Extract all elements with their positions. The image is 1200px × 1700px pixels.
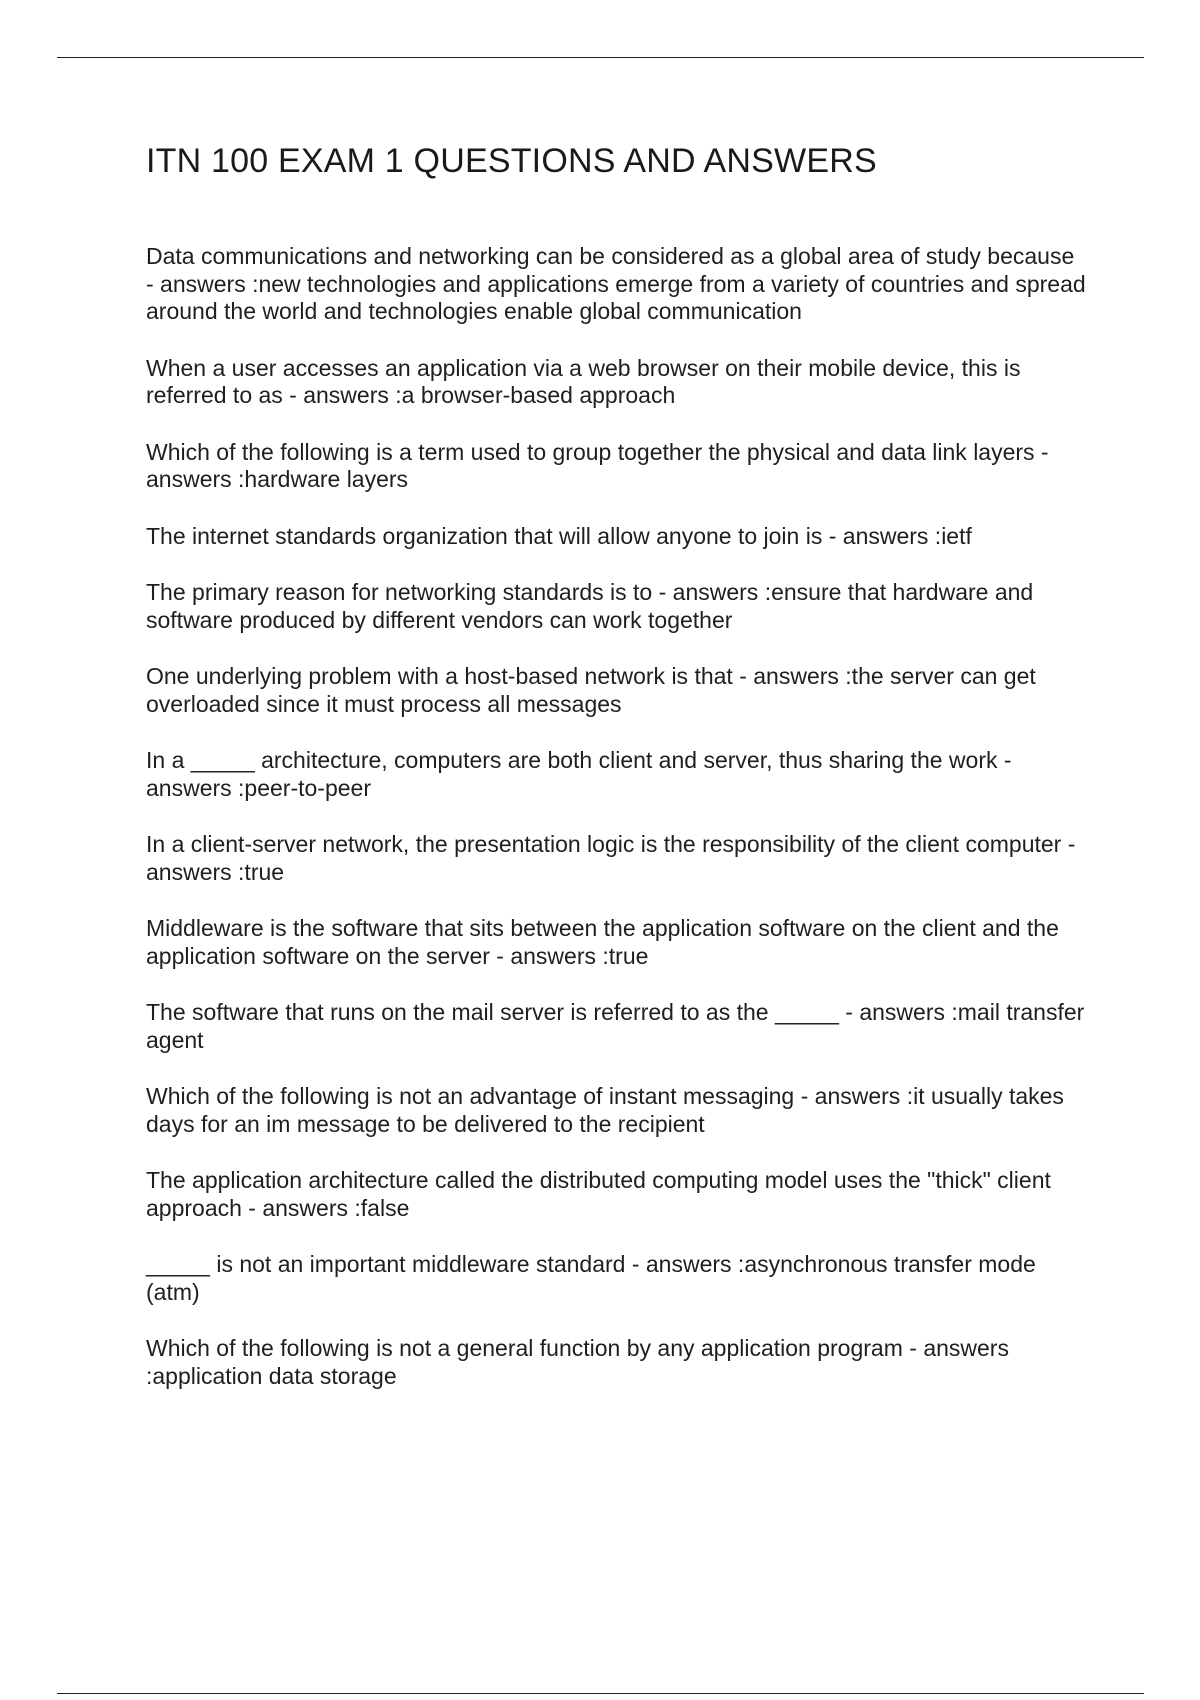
qa-item: One underlying problem with a host-based network is that - answers :the server can get overloaded since it must process all messages [146, 663, 1036, 717]
qa-list [146, 243, 1086, 1419]
qa-item: Which of the following is not a general function by any application program - answers :application data storage [146, 1335, 1009, 1389]
qa-item: The internet standards organization that will allow anyone to join is - answers :ietf [146, 522, 972, 549]
qa-item: The software that runs on the mail server is referred to as the _____ - answers :mail transfer agent [146, 999, 1085, 1053]
qa-item: The primary reason for networking standards is to - answers :ensure that hardware and software produced by different vendors can work together [146, 579, 1034, 633]
top-divider [57, 57, 1144, 58]
bottom-divider [57, 1693, 1144, 1694]
qa-item: Middleware is the software that sits between the application software on the client and the application software on the server - answers :true [146, 915, 1059, 969]
qa-item: _____ is not an important middleware standard - answers :asynchronous transfer mode (atm) [146, 1251, 1036, 1305]
qa-item: The application architecture called the distributed computing model uses the "thick" client approach - answers :false [146, 1167, 1051, 1221]
qa-item: When a user accesses an application via a web browser on their mobile device, this is referred to as - answers :a browser-based approach [146, 354, 1021, 408]
qa-item: Data communications and networking can be considered as a global area of study because - answers :new technologies and applications emerge from a variety of countries and spread around the world and technologies enable global communication [146, 243, 1086, 324]
qa-item: In a client-server network, the presentation logic is the responsibility of the client computer - answers :true [146, 831, 1076, 885]
qa-item: Which of the following is a term used to group together the physical and data link layers - answers :hardware layers [146, 438, 1049, 492]
page-title: ITN 100 EXAM 1 QUESTIONS AND ANSWERS [146, 142, 877, 180]
qa-item: Which of the following is not an advantage of instant messaging - answers :it usually takes days for an im message to be delivered to the recipient [146, 1083, 1064, 1137]
qa-item: In a _____ architecture, computers are both client and server, thus sharing the work - answers :peer-to-peer [146, 747, 1012, 801]
